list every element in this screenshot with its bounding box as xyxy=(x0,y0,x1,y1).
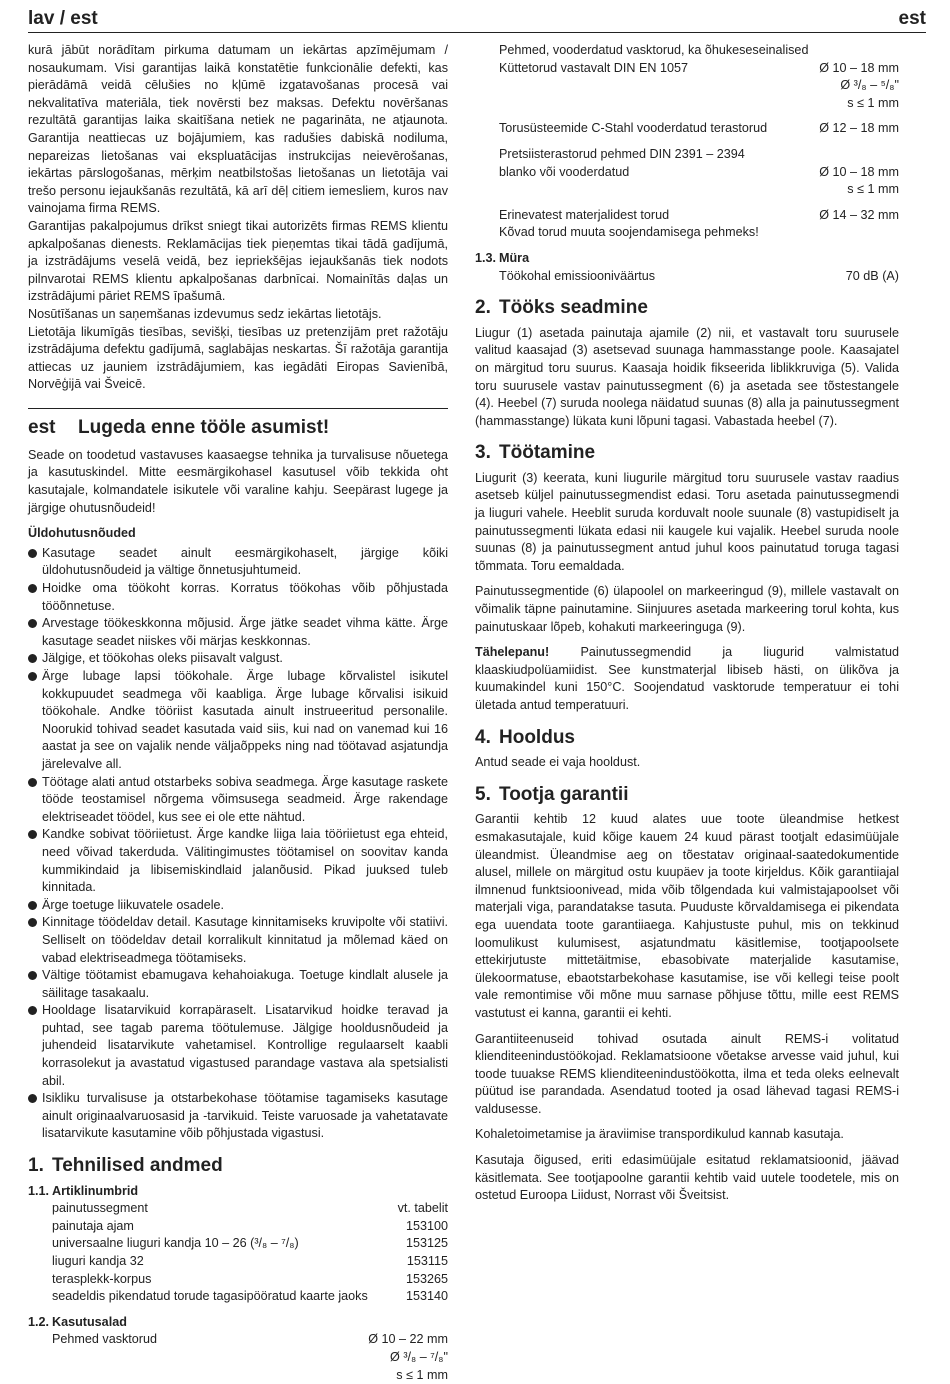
list-item: Kinnitage töödeldav detail. Kasutage kinnitamiseks kruvipolte või statiivi. Selliselt on töödeldav detail korralikult kinnitatud ja mõlemad käed on vabad elektriseadmega töötamiseks. xyxy=(28,914,448,967)
section-language: est xyxy=(28,416,56,438)
lav-warranty-paragraph-1: kurā jābūt norādītam pirkuma datumam un iekārtas apzīmējumam / nosaukumam. Visi garantijas laikā konstatētie funkcionālie defekti, kas pierādāmā veidā cēlušies no kļūmē izgatavošanas procesā vai nekvalitatīva materiāla, tiek novērsti bez maksas. Defektu novēršanas rezultātā garantijas laika skaitīšana netiek ne pagarināta, ne atjaunota. Garantija neattiecas uz bojājumiem, kas radušies dabiskā nodiluma, nepareizas lietošanas vai ekspluatācijas instrukcijas neievērošanas, iekārtas pārslogošanas, mērķim neatbilstošas lietošanas un lietotāja vai trešo personu iejaukšanās rezultātā, kā arī dēļ citiem iemesliem, kuros nav vainojama firma REMS. xyxy=(28,43,448,216)
lav-warranty-paragraph-4: Lietotāja likumīgās tiesības, sevišķi, tiesības uz pretenzijām pret ražotāju izstrādājuma defektu gadījumā, saglabājas neskartas. Šī ražotāja garantija attiecas uz jauniem izstrādājumiem, kas iegādāti Eiropas Savienībā, Norvēģijā vai Šveicē. xyxy=(28,324,448,392)
list-item: Ärge lubage lapsi töökohale. Ärge lubage kõrvalistel isikutel kokkupuudet seadmega või kaabliga. Ärge lubage kõrvalisi isikuid töökohale. Andke tööriist kasutada ainult instrueeritud personalile. Noorukid tohivad seadet kasutada vaid siis, kui nad on vanemad kui 16 aastat ja see on vajalik nende väljaõppeks ning nad töötavad asjatundja järelevalve all. xyxy=(28,668,448,774)
list-item: Isikliku turvalisuse ja otstarbekohase töötamise tagamiseks kasutage ainult originaalvaruosasid ja -tarvikuid. Teiste varuosade ja vahetatavate lisatarvikute kasutamine võib põhjustada vigastusi. xyxy=(28,1090,448,1143)
table-row: s ≤ 1 mm xyxy=(847,95,899,110)
tech-data-heading: 1. Tehnilised andmed xyxy=(28,1155,223,1177)
list-item: Hooldage lisatarvikuid korrapäraselt. Lisatarvikud hoidke teravad ja puhtad, see tagab parema töötulemuse. Jälgige hooldusnõudeid ja juhendeid lisatarvikute vahetamisel. Kontrollige regulaarselt kaabli korrasolekut ja avastatud vigastused parandage vastava ala spetsialisti abil. xyxy=(28,1002,448,1090)
section-5-paragraph-3: Kohaletoimetamise ja äraviimise transpordikulud kannab kasutaja. xyxy=(475,1127,844,1142)
bullet-icon xyxy=(28,901,37,910)
usage-heading: 1.2. Kasutusalad xyxy=(28,1314,127,1329)
articles-table xyxy=(28,1200,448,1306)
table-row: Töökohal emissiooniväärtus 70 dB (A) xyxy=(499,268,899,283)
table-row: blanko või vooderdatud Ø 10 – 18 mm xyxy=(499,164,899,179)
section-2-text: Liugur (1) asetada painutaja ajamile (2) nii, et vastavalt toru suurusele valitud kaasajad (3) asetsevad suunaga hammasstange poole. Kaasajatel on märgitud toru suurus. Kaasaja hoidik fikseerida liblikkruviga (5). Valida toru suurusele vastav painutussegment (6) ja asetada see tõstestangele (4). Heebel (7) suruda noolega näidatud suunas (8) alla ja painutussegment (hammasstange) lükata kuni lõpuni tagasi. Vabastada heebel (7). xyxy=(475,325,899,428)
section-4-heading: 4. Hooldus xyxy=(475,726,575,748)
intro-paragraph: Seade on toodetud vastavuses kaasaegse tehnika ja turvalisuse nõuetega ja kasutuskindel. Mitte eesmärgikohasel kasutusel võib tekkida oht kasutajale, kolmandatele isikutele või varaline kahju. Seepärast lugege ja järgige ohutusnõudeid! xyxy=(28,447,448,515)
lav-warranty-paragraph-2: Garantijas pakalpojumus drīkst sniegt tikai autorizēts firmas REMS klientu apkalpošanas dienests. Reklamācijas tiek pieņemtas tikai tādā gadījumā, ja izstrādājums veselā veidā, bez iepriekšējas iejaukšanās tiek nodots pilnvarotai REMS klientu apkalpošanas darbnīcai. Nomainītās daļas un izstrādājumi pāriet REMS īpašumā. xyxy=(28,218,448,304)
bullet-icon xyxy=(28,778,37,787)
section-5-paragraph-4: Kasutaja õigused, eriti edasimüüjale esitatud reklamatsioonid, jäävad käsitlemata. See tootjapoolne garantii kehtib vaid uutele toodetele, mis on ostetud Euroopa Liidust, Norrast või Šveitsist. xyxy=(475,1153,899,1203)
table-row: painutaja ajam 153100 xyxy=(52,1218,448,1233)
bullet-icon xyxy=(28,654,37,663)
usage-table-continued xyxy=(475,42,899,242)
list-item: Töötage alati antud otstarbeks sobiva seadmega. Ärge kasutage raskete tööde teostamisel nõrgema võimsusega seadmeid. Ärge rakendage elektriseadet töödel, kus see ei ole ette nähtud. xyxy=(28,774,448,827)
table-row: liuguri kandja 32 153115 xyxy=(52,1254,448,1268)
table-row: Erinevatest materjalidest torud Ø 14 – 32 mm xyxy=(499,207,899,222)
section-3-note xyxy=(475,644,899,714)
list-item: Ärge toetuge liikuvatele osadele. xyxy=(28,897,448,915)
table-row: Pretsiisterastorud pehmed DIN 2391 – 2394 xyxy=(499,146,745,161)
list-item: Vältige töötamist ebamugava kehahoiakuga. Toetuge kindlalt alusele ja säilitage tasakaalu. xyxy=(28,967,448,1002)
table-row: Ø ³/₈ – ⁵/₈" xyxy=(840,78,899,93)
list-item: Hoidke oma töökoht korras. Korratus töökohas võib põhjustada tööõnnetuse. xyxy=(28,580,448,615)
list-item: Kasutage seadet ainult eesmärgikohaselt, järgige kõiki üldohutusnõudeid ja vältige õnnetusjuhtumeid. xyxy=(28,545,448,580)
table-row: Pehmed vasktorud Ø 10 – 22 mm xyxy=(52,1332,448,1347)
table-row: s ≤ 1 mm xyxy=(847,182,899,197)
table-row: Torusüsteemide C-Stahl vooderdatud terastorud Ø 12 – 18 mm xyxy=(499,121,899,136)
section-5-paragraph-1: Garantii kehtib 12 kuud alates uue toote üleandmise hetkest esmakasutajale, kuid kõige kauem 24 kuud pärast tootjalt edasimüüjale üleandmist. Üleandmise aeg on tõestatav originaal-saatedokumentide alusel, millele on märgitud ostu kuupäev ja toote kirjeldus. Kõik garantiiajal ilmnenud funktsioonivead, mida võib tõlgendada kui valmistajapoolset või materjali viga, parandatakse tasuta. Puuduste kõrvaldamisega ei pikendata ega uuendata toote garantiiaega. Kahjustuste puhul, mis on tekkinud loomulikust kulumisest, asjatundmatu käsitlemise, tootjapoolsete ettekirjutuste mittetäitmise, ebasobivate materjalide kasutamise, ülekoormatuse, ebaotstarbekohase kasutamise, ise või kellegi teise poolt vale remontimise või mõne muu sarnase põhjuse tõttu, mille eest REMS vastutust ei kanna, garantii ei kehti. xyxy=(475,812,899,1020)
safety-heading: Üldohutusnõuded xyxy=(28,526,136,541)
usage-table xyxy=(28,1331,448,1384)
bullet-icon xyxy=(28,619,37,628)
left-column xyxy=(28,42,448,1384)
table-row: Küttetorud vastavalt DIN EN 1057 Ø 10 – 18 mm xyxy=(499,60,899,75)
lav-warranty-paragraph-3: Nosūtīšanas un saņemšanas izdevumus sedz iekārtas lietotājs. xyxy=(28,306,382,321)
section-title: Lugeda enne tööle asumist! xyxy=(78,416,330,438)
usage-cont-title: Pehmed, vooderdatud vasktorud, ka õhukeseseinalised xyxy=(499,43,809,57)
note-text: Painutussegmendid ja liugurid valmistatud klaaskiudpolüamiidist. See kunstmaterjal libiseb hästi, on ülikõva ja kuumakindel kuni 150°C. Soojendatud vasktorude temperatuur ei tohi ületada antud temperatuuri. xyxy=(475,645,899,712)
bullet-icon xyxy=(28,549,37,558)
noise-heading: 1.3. Müra xyxy=(475,250,530,265)
safety-list xyxy=(28,545,448,1143)
articles-heading: 1.1. Artiklinumbrid xyxy=(28,1183,139,1198)
section-3-paragraph-1: Liugurit (3) keerata, kuni liugurile märgitud toru suurusele vastav raadius asetseb küljel painutussegmendist edasi. Toru asetada painutussegmendi ja liuguri vahele. Heeblit suruda korduvalt noole suunale (8) vastupidiselt ja painutussegmenti lükata edasi nii kaugele kui vajalik. Heebel suruda noole suunas (8) ja painutussegment antud juhul koos painutatud toruga tagasi tõmmata. Toru eemaldada. xyxy=(475,470,899,573)
section-4-text: Antud seade ei vaja hooldust. xyxy=(475,755,641,770)
bullet-icon xyxy=(28,1006,37,1015)
table-row: s ≤ 1 mm xyxy=(396,1367,448,1382)
section-3-paragraph-2: Painutussegmentide (6) ülapoolel on markeeringud (9), millele vastavalt on võimalik täpne painutamine. Siinjuures asetada markeering torul kohta, kus painutuskaar lõpeb, kohakuti markeeringuga (9). xyxy=(475,584,899,634)
table-row: seadeldis pikendatud torude tagasipööratud kaarte jaoks 153140 xyxy=(52,1289,448,1304)
bullet-icon xyxy=(28,1094,37,1103)
bullet-icon xyxy=(28,918,37,927)
table-row: universaalne liuguri kandja 10 – 26 (³/₈ – ⁷/₈) 153125 xyxy=(52,1236,448,1251)
note-label: Tähelepanu! xyxy=(475,645,550,660)
right-column xyxy=(475,42,899,1205)
noise-table xyxy=(475,268,899,286)
page-header xyxy=(28,6,926,33)
bullet-icon xyxy=(28,971,37,980)
list-item: Arvestage töökeskkonna mõjusid. Ärge jätke seadet vihma kätte. Ärge kasutage seadet niiskes või märjas keskkonnas. xyxy=(28,615,448,650)
bullet-icon xyxy=(28,584,37,593)
table-row: Ø ³/₈ – ⁷/₈" xyxy=(390,1349,448,1364)
bullet-icon xyxy=(28,830,37,839)
list-item: Kandke sobivat tööriietust. Ärge kandke liiga laia tööriietust ega ehteid, need võivad takerduda. Välitingimustes töötamisel on soovitav kanda kummikindaid ja libisemiskindlaid jalanõusid. Pikad juuksed tuleb kinnitada. xyxy=(28,826,448,896)
table-row: Kõvad torud muuta soojendamisega pehmeks! xyxy=(499,225,759,240)
section-2-heading: 2. Tööks seadmine xyxy=(475,297,648,319)
table-row: terasplekk-korpus 153265 xyxy=(52,1271,448,1286)
header-language-left: lav / est xyxy=(28,8,98,29)
section-5-heading: 5. Tootja garantii xyxy=(475,783,629,805)
section-5-paragraph-2: Garantiiteenuseid tohivad osutada ainult REMS-i volitatud klienditeenindustöökojad. Reklamatsioone võetakse arvesse vaid juhul, kui toode tuuakse REMS klienditeenindustöökotta, ilma et teda oleks eelnevalt püütud ise parandada. Asendatud tooted ja osad lähevad tagasi REMS-i valdusesse. xyxy=(475,1031,899,1116)
section-3-heading: 3. Töötamine xyxy=(475,442,596,464)
header-language-right: est xyxy=(898,8,926,29)
est-section-header xyxy=(28,408,448,447)
table-row: painutussegment vt. tabelit xyxy=(52,1201,448,1216)
bullet-icon xyxy=(28,672,37,681)
list-item: Jälgige, et töökohas oleks piisavalt valgust. xyxy=(28,650,448,668)
